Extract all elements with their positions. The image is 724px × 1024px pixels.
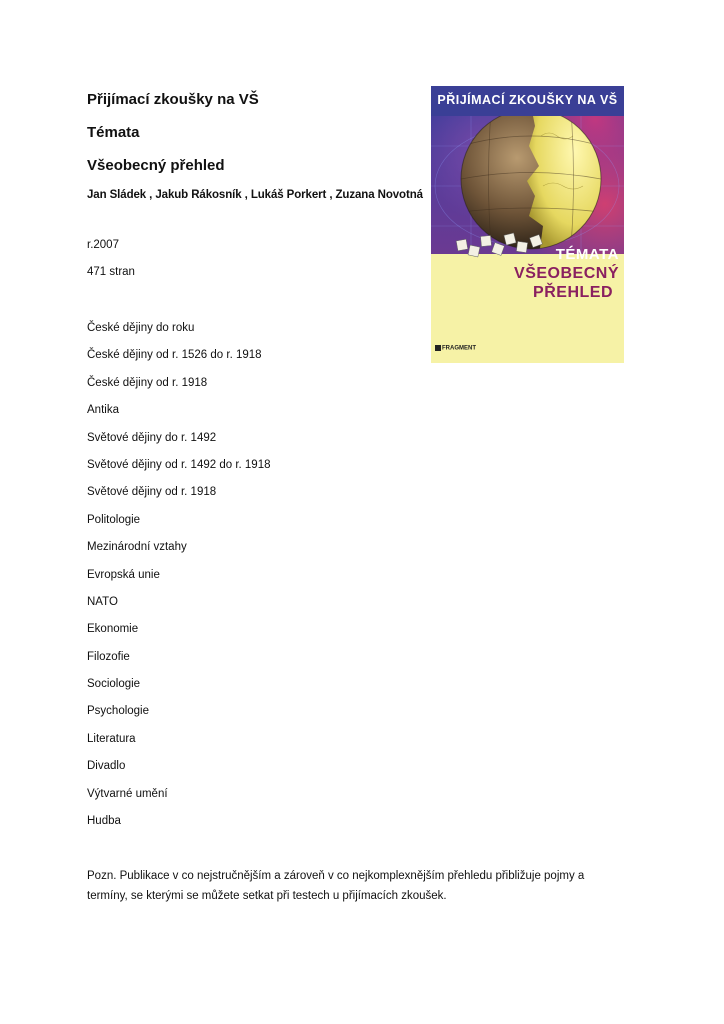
publisher-logo (435, 345, 476, 352)
list-item: Světové dějiny od r. 1492 do r. 1918 (87, 458, 271, 471)
list-item: Filozofie (87, 650, 130, 663)
list-item: Politologie (87, 513, 141, 526)
topics-list (87, 318, 271, 838)
cover-header-band (431, 86, 624, 116)
list-item: Hudba (87, 815, 121, 828)
list-item: Mezinárodní vztahy (87, 541, 187, 554)
list-item: Výtvarné umění (87, 787, 168, 800)
list-item: Psychologie (87, 705, 150, 718)
book-cover (431, 86, 624, 363)
list-item: České dějiny do roku (87, 322, 195, 334)
list-item: Literatura (87, 732, 136, 745)
cover-title-line-1: VŠEOBECNÝ (514, 265, 619, 282)
book-authors: Jan Sládek , Jakub Rákosník , Lukáš Porkert , Zuzana Novotná (87, 189, 423, 201)
list-item: Divadlo (87, 760, 126, 773)
cover-temata: TÉMATA (555, 246, 619, 263)
book-subtitle: Témata (87, 124, 140, 141)
page-count: 471 stran (87, 266, 135, 278)
list-item: Antika (87, 404, 119, 417)
publisher-mark-icon (435, 345, 441, 351)
list-item: České dějiny od r. 1918 (87, 376, 208, 389)
book-subject: Všeobecný přehled (87, 157, 225, 174)
publication-year: r.2007 (87, 239, 119, 251)
book-title: Přijímací zkoušky na VŠ (87, 91, 259, 108)
list-item: Světové dějiny do r. 1492 (87, 431, 217, 444)
publisher-name: FRAGMENT (442, 345, 476, 352)
puzzle-globe-icon (431, 86, 624, 363)
list-item: Sociologie (87, 678, 141, 691)
cover-title-line-2: PŘEHLED (533, 284, 613, 301)
list-item: NATO (87, 595, 118, 608)
list-item: České dějiny od r. 1526 do r. 1918 (87, 349, 262, 362)
note-paragraph: Pozn. Publikace v co nejstručnějším a zároveň v co nejkomplexnějším přehledu přibližuje pojmy a termíny, se kterými se můžete setkat při testech u přijímacích zkoušek. (87, 870, 585, 902)
list-item: Evropská unie (87, 568, 160, 581)
list-item: Ekonomie (87, 623, 139, 636)
cover-header-text: PŘIJÍMACÍ ZKOUŠKY NA VŠ (437, 93, 618, 107)
list-item: Světové dějiny od r. 1918 (87, 486, 217, 499)
